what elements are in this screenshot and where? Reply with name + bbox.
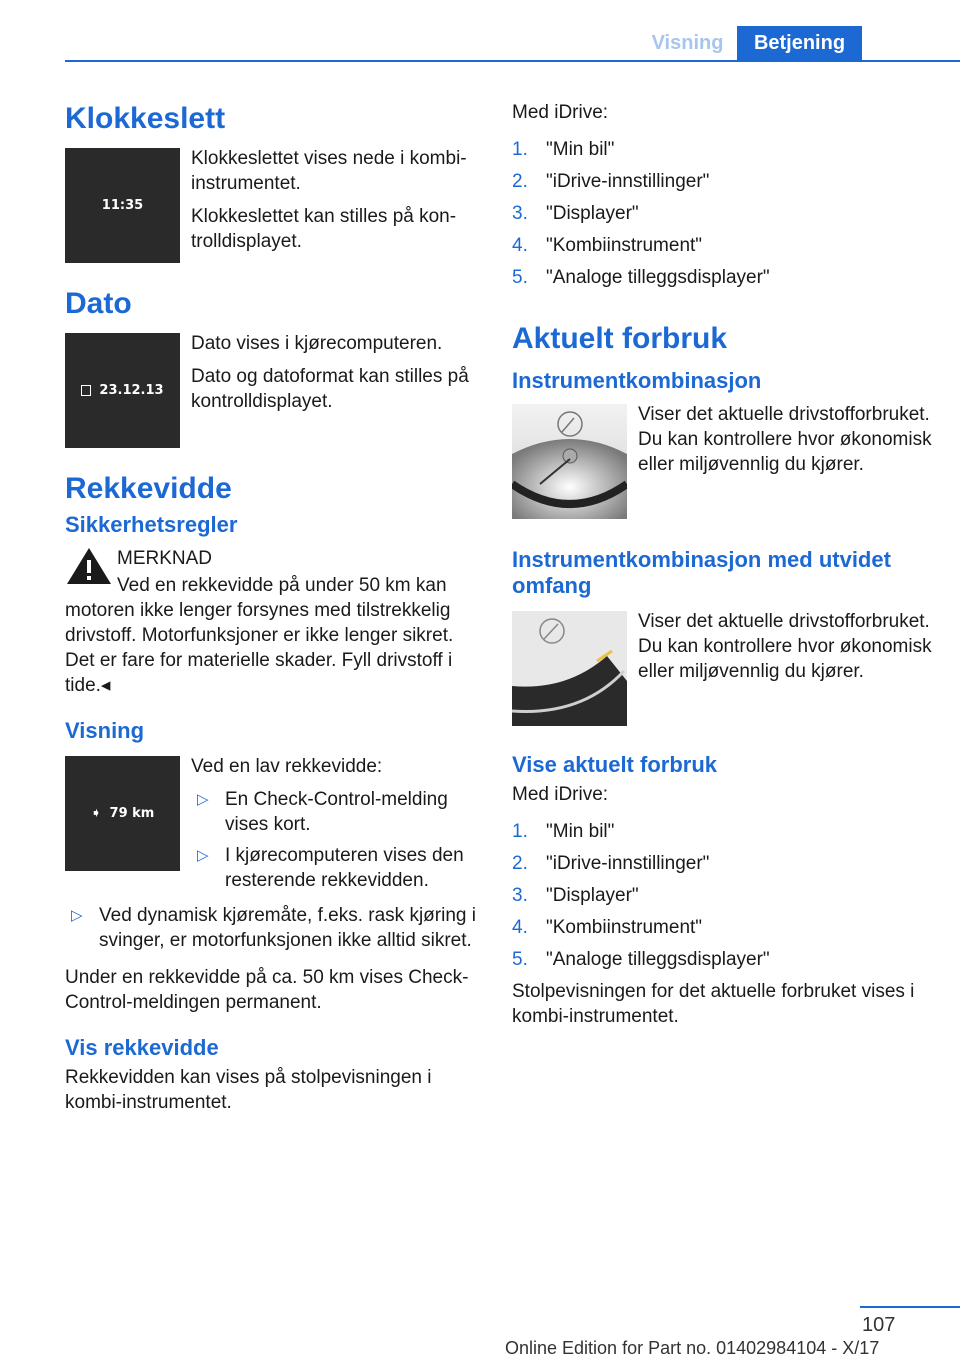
right-column: [512, 100, 932, 1037]
list-item: ▷ En Check-Control-melding vises kort.: [197, 789, 448, 835]
list-item: 3. "Displayer": [512, 885, 639, 906]
heading-vise-aktuelt-forbruk: Vise aktuelt forbruk: [512, 752, 717, 777]
triangle-bullet-icon: ▷: [197, 847, 209, 864]
klokkeslett-block: [65, 144, 485, 263]
instrument-utvidet-text: Viser det aktuelle drivstofforbruket. Du kan kontrollere hvor økonomisk eller miljøvennlig du kjører.: [638, 611, 932, 682]
list-item: 4. "Kombiinstrument": [512, 917, 703, 938]
heading-aktuelt-forbruk: Aktuelt forbruk: [512, 322, 728, 355]
med-idrive-2: Med iDrive:: [512, 784, 609, 805]
instrument-block: [512, 400, 932, 519]
dato-block: [65, 329, 485, 448]
extended-gauge-image: [512, 611, 627, 726]
heading-visning: Visning: [65, 718, 145, 743]
dato-p1: Dato vises i kjørecomputeren.: [191, 333, 443, 354]
dato-p2: Dato og datoformat kan stilles på kontrolldisplayet.: [191, 366, 469, 412]
heading-dato: Dato: [65, 287, 132, 320]
merknad-rest: motoren ikke lenger forsynes med tilstrekkelig drivstoff. Motorfunksjoner er ikke lenger sikret. Det er fare for materielle skader. Fyll drivstoff i tide.◂: [65, 600, 454, 696]
heading-instrumentkombinasjon: Instrumentkombinasjon: [512, 368, 762, 393]
left-column: [65, 100, 485, 1123]
visning-intro: Ved en lav rekkevidde:: [191, 756, 383, 777]
idrive-steps-2: [512, 819, 932, 972]
clock-display-image: [65, 148, 180, 263]
triangle-bullet-icon: ▷: [71, 907, 83, 924]
heading-klokkeslett: Klokkeslett: [65, 102, 226, 135]
header-rule: [65, 60, 960, 62]
date-display-image: [65, 333, 180, 448]
footer-edition: Online Edition for Part no. 01402984104 - X/17: [505, 1338, 880, 1358]
list-item: 2. "iDrive-innstillinger": [512, 853, 710, 874]
visning-outer-list: [65, 903, 485, 953]
warning-note: [65, 546, 485, 598]
list-item: 4. "Kombiinstrument": [512, 235, 703, 256]
heading-sikkerhetsregler: Sikkerhetsregler: [65, 512, 238, 537]
heading-vis-rekkevidde: Vis rekkevidde: [65, 1035, 219, 1060]
header-tab-visning: Visning: [651, 32, 724, 54]
list-item: ▷ I kjørecomputeren vises den resterende rekkevidden.: [197, 845, 464, 891]
stolpevisning-text: Stolpevisningen for det aktuelle forbruket vises i kombi-instrumentet.: [512, 981, 915, 1027]
date-display-text: 23.12.13: [99, 383, 164, 398]
under-rekkevidde-text: Under en rekkevidde på ca. 50 km vises Check-Control-meldingen permanent.: [65, 967, 469, 1013]
fuel-pump-icon: ➧: [90, 806, 102, 821]
list-item: 5. "Analoge tilleggsdisplayer": [512, 267, 770, 288]
triangle-bullet-icon: ▷: [197, 791, 209, 808]
instrument-text: Viser det aktuelle drivstofforbruket. Du kan kontrollere hvor økonomisk eller miljøvennlig du kjører.: [638, 404, 932, 475]
list-item: 1. "Min bil": [512, 139, 615, 160]
vis-rekkevidde-text: Rekkevidden kan vises på stolpevisningen i kombi-instrumentet.: [65, 1067, 432, 1113]
list-item: ▷ Ved dynamisk kjøremåte, f.eks. rask kjøring i svinger, er motorfunksjonen ikke alltid sikret.: [71, 905, 476, 951]
calendar-icon: [81, 385, 91, 396]
warning-triangle-icon: [65, 546, 113, 586]
merknad-label: MERKNAD: [117, 548, 213, 569]
range-display-image: [65, 756, 180, 871]
klokkeslett-p1: Klokkeslettet vises nede i kombi-instrumentet.: [191, 148, 467, 194]
visning-block: [65, 752, 485, 899]
list-item: 1. "Min bil": [512, 821, 615, 842]
page-number: 107: [862, 1314, 896, 1336]
heading-rekkevidde: Rekkevidde: [65, 472, 232, 505]
list-item: 5. "Analoge tilleggsdisplayer": [512, 949, 770, 970]
clock-display-text: 11:35: [101, 198, 144, 213]
merknad-first-line: Ved en rekkevidde på under 50 km kan: [117, 575, 447, 596]
heading-instrumentkombinasjon-utvidet: Instrumentkombinasjon med utvidet omfang: [512, 547, 891, 598]
instrument-utvidet-block: [512, 607, 932, 726]
list-item: 3. "Displayer": [512, 203, 639, 224]
med-idrive-1: Med iDrive:: [512, 102, 609, 123]
idrive-steps-1: [512, 137, 932, 290]
visning-inner-list: [191, 787, 485, 893]
header-tab-betjening: Betjening: [737, 26, 862, 60]
footer-rule: [860, 1306, 960, 1308]
klokkeslett-p2: Klokkeslettet kan stilles på kontrolldisplayet.: [191, 206, 457, 252]
range-display-text: 79 km: [109, 806, 155, 821]
consumption-gauge-image: [512, 404, 627, 519]
list-item: 2. "iDrive-innstillinger": [512, 171, 710, 192]
